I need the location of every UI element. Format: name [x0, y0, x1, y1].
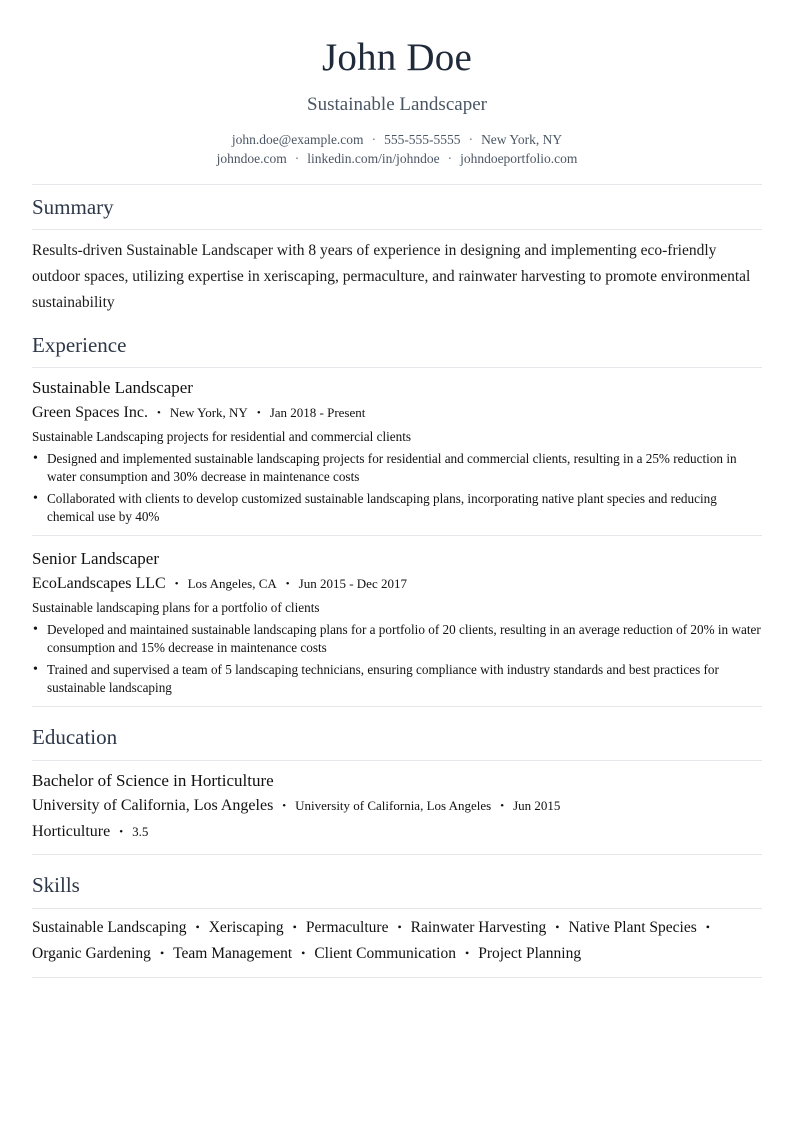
section-divider — [32, 760, 762, 761]
contact-separator: · — [447, 151, 453, 166]
job-company: EcoLandscapes LLC — [32, 575, 166, 592]
summary-section — [32, 185, 762, 316]
job-location: Los Angeles, CA — [187, 576, 277, 591]
job-title: Sustainable Landscaper — [32, 378, 193, 397]
contact-linkedin[interactable]: linkedin.com/in/johndoe — [307, 151, 440, 166]
skills-title: Skills — [32, 873, 80, 897]
job-bullets — [32, 450, 762, 526]
experience-item — [32, 536, 762, 697]
job-company: Green Spaces Inc. — [32, 404, 148, 421]
contact-website[interactable]: johndoe.com — [216, 151, 287, 166]
contact-separator: · — [468, 132, 474, 147]
contact-location: New York, NY — [481, 132, 563, 147]
job-meta — [32, 574, 762, 595]
section-divider — [32, 908, 762, 909]
job-bullet: • Collaborated with clients to develop customized sustainable landscaping plans, incorporating native plant species and reducing chemical use by 40% — [32, 490, 762, 526]
summary-title: Summary — [32, 195, 114, 219]
skill-item: Sustainable Landscaping — [32, 919, 187, 936]
education-title: Education — [32, 725, 118, 749]
job-bullets — [32, 621, 762, 697]
skill-separator: • — [195, 920, 200, 934]
skill-separator: • — [705, 920, 710, 934]
contact-portfolio[interactable]: johndoeportfolio.com — [460, 151, 578, 166]
meta-separator: • — [282, 800, 287, 812]
education-location: University of California, Los Angeles — [295, 798, 492, 813]
skill-separator: • — [555, 920, 560, 934]
skill-item: Client Communication — [314, 945, 456, 962]
education-gpa: 3.5 — [132, 824, 149, 839]
education-field: Horticulture — [32, 823, 111, 840]
education-date: Jun 2015 — [513, 798, 561, 813]
contact-row-primary — [32, 130, 762, 149]
job-bullet: • Developed and maintained sustainable landscaping plans for a portfolio of 20 clients, resulting in an average reduction of 20% in water consumption and 15% decrease in maintenance costs — [32, 621, 762, 657]
degree-title: Bachelor of Science in Horticulture — [32, 771, 274, 790]
education-meta — [32, 796, 762, 817]
job-dates: Jan 2018 - Present — [269, 405, 366, 420]
job-description: Sustainable landscaping plans for a portfolio of clients — [32, 600, 320, 615]
contact-row-links — [32, 149, 762, 168]
job-title: Senior Landscaper — [32, 549, 159, 568]
contact-separator: · — [371, 132, 377, 147]
item-divider — [32, 977, 762, 978]
contact-separator: · — [294, 151, 300, 166]
skill-item: Project Planning — [478, 945, 582, 962]
skill-item: Organic Gardening — [32, 945, 151, 962]
education-school: University of California, Los Angeles — [32, 797, 274, 814]
job-description: Sustainable Landscaping projects for residential and commercial clients — [32, 429, 412, 444]
experience-section — [32, 316, 762, 707]
summary-text: Results-driven Sustainable Landscaper with 8 years of experience in designing and implementing eco-friendly outdoor spaces, utilizing expertise in xeriscaping, permaculture, and rainwater harvesting to promote environmental sustainability — [32, 242, 751, 311]
resume-header — [32, 0, 762, 168]
education-field-line — [32, 822, 762, 843]
skill-separator: • — [292, 920, 297, 934]
section-divider — [32, 229, 762, 230]
skill-item: Xeriscaping — [208, 919, 284, 936]
meta-separator: • — [285, 578, 290, 590]
meta-separator: • — [500, 800, 505, 812]
skill-separator: • — [397, 920, 402, 934]
candidate-headline: Sustainable Landscaper — [307, 94, 487, 115]
skill-item: Rainwater Harvesting — [410, 919, 547, 936]
skill-separator: • — [301, 946, 306, 960]
skill-separator: • — [465, 946, 470, 960]
skills-section — [32, 855, 762, 978]
meta-separator: • — [256, 407, 261, 419]
job-bullet: • Designed and implemented sustainable landscaping projects for residential and commercial clients, resulting in a 25% reduction in water consumption and 30% decrease in maintenance costs — [32, 450, 762, 486]
meta-separator: • — [156, 407, 161, 419]
skill-separator: • — [159, 946, 165, 960]
education-section — [32, 707, 762, 855]
skill-item: Team Management — [173, 945, 293, 962]
skills-list — [32, 915, 762, 967]
contact-phone[interactable]: 555-555-5555 — [384, 132, 461, 147]
job-bullet: • Trained and supervised a team of 5 landscaping technicians, ensuring compliance with industry standards and best practices for sustainable landscaping — [32, 661, 762, 697]
job-dates: Jun 2015 - Dec 2017 — [298, 576, 407, 591]
skill-item: Permaculture — [305, 919, 389, 936]
job-location: New York, NY — [169, 405, 248, 420]
contact-email[interactable]: john.doe@example.com — [231, 132, 364, 147]
job-meta — [32, 403, 762, 424]
experience-item — [32, 368, 762, 526]
meta-separator: • — [174, 578, 179, 590]
candidate-name: John Doe — [321, 36, 472, 79]
meta-separator: • — [119, 826, 124, 838]
experience-title: Experience — [32, 333, 127, 357]
skill-item: Native Plant Species — [568, 919, 697, 936]
